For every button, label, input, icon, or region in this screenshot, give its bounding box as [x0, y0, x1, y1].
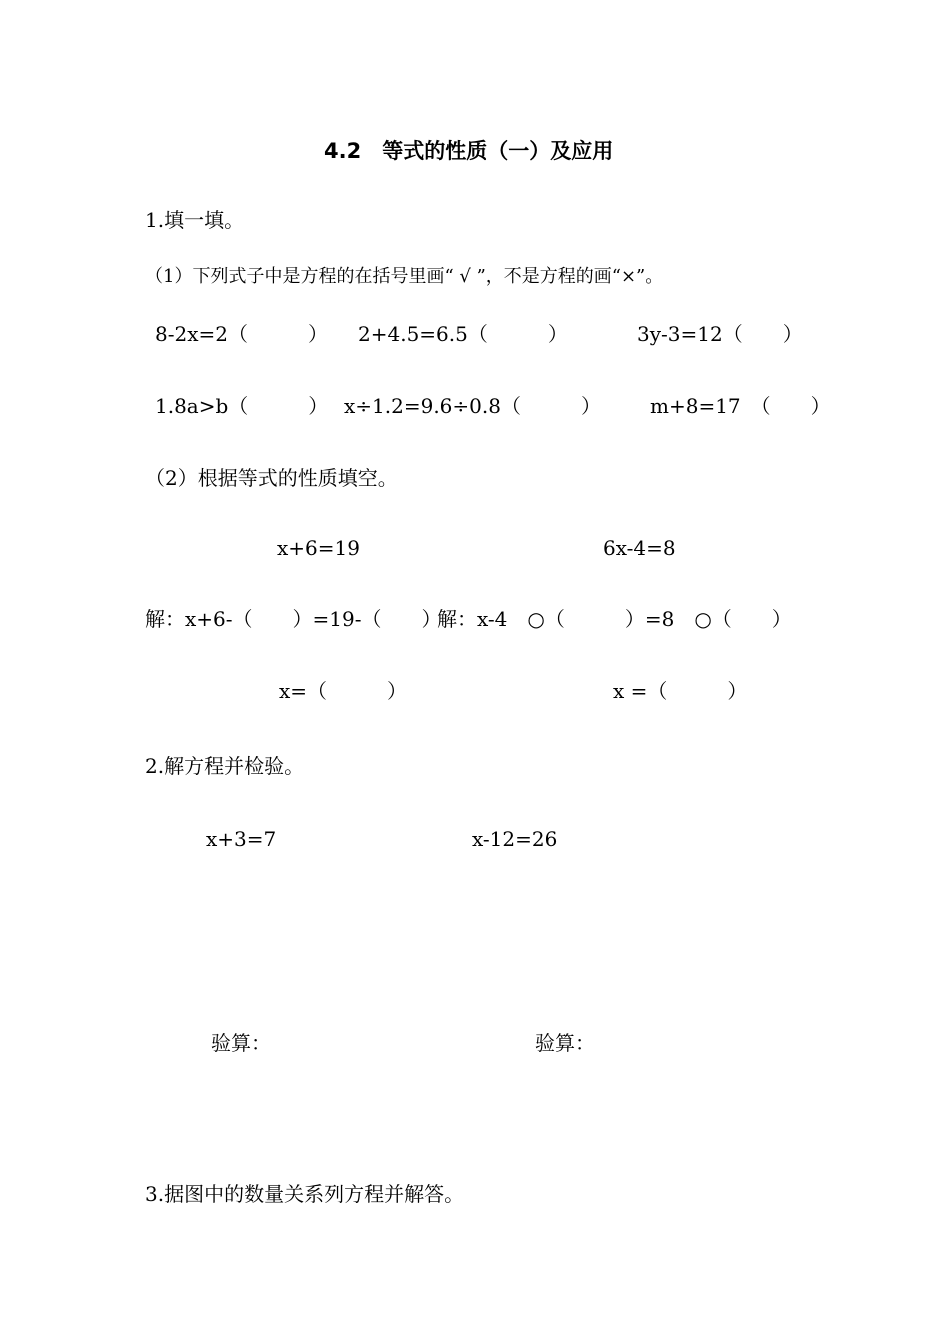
result-left: x=（ ） — [279, 679, 408, 703]
solution-step-left: 解：x+6-（ ）=19-（ ） — [145, 607, 442, 631]
question-3-heading: 3.据图中的数量关系列方程并解答。 — [145, 1182, 465, 1206]
equation-item: 8-2x=2（ ） — [155, 322, 328, 346]
equation-item: x÷1.2=9.6÷0.8（ ） — [344, 394, 601, 418]
question-1-heading: 1.填一填。 — [145, 208, 245, 232]
check-label-left: 验算： — [211, 1031, 271, 1055]
equation-left: x+6=19 — [277, 536, 360, 560]
equation-right: 6x-4=8 — [603, 536, 676, 560]
question-2-heading: 2.解方程并检验。 — [145, 754, 305, 778]
equation-item: 3y-3=12（ ） — [637, 322, 803, 346]
solution-step-right: 解：x-4 ○（ ）=8 ○（ ） — [437, 607, 792, 631]
check-label-right: 验算： — [535, 1031, 595, 1055]
question-1-part-2-instruction: （2）根据等式的性质填空。 — [145, 466, 398, 490]
question-1-part-1-instruction: （1）下列式子中是方程的在括号里画“ √ ”，不是方程的画“×”。 — [145, 266, 664, 287]
equation-item: 2+4.5=6.5（ ） — [358, 322, 568, 346]
equation-item: m+8=17 （ ） — [650, 394, 831, 418]
equation-left: x+3=7 — [206, 827, 277, 851]
equation-right: x-12=26 — [472, 827, 558, 851]
page-title: 4.2 等式的性质（一）及应用 — [324, 139, 614, 163]
equation-item: 1.8a>b（ ） — [155, 394, 329, 418]
result-right: x =（ ） — [613, 679, 748, 703]
